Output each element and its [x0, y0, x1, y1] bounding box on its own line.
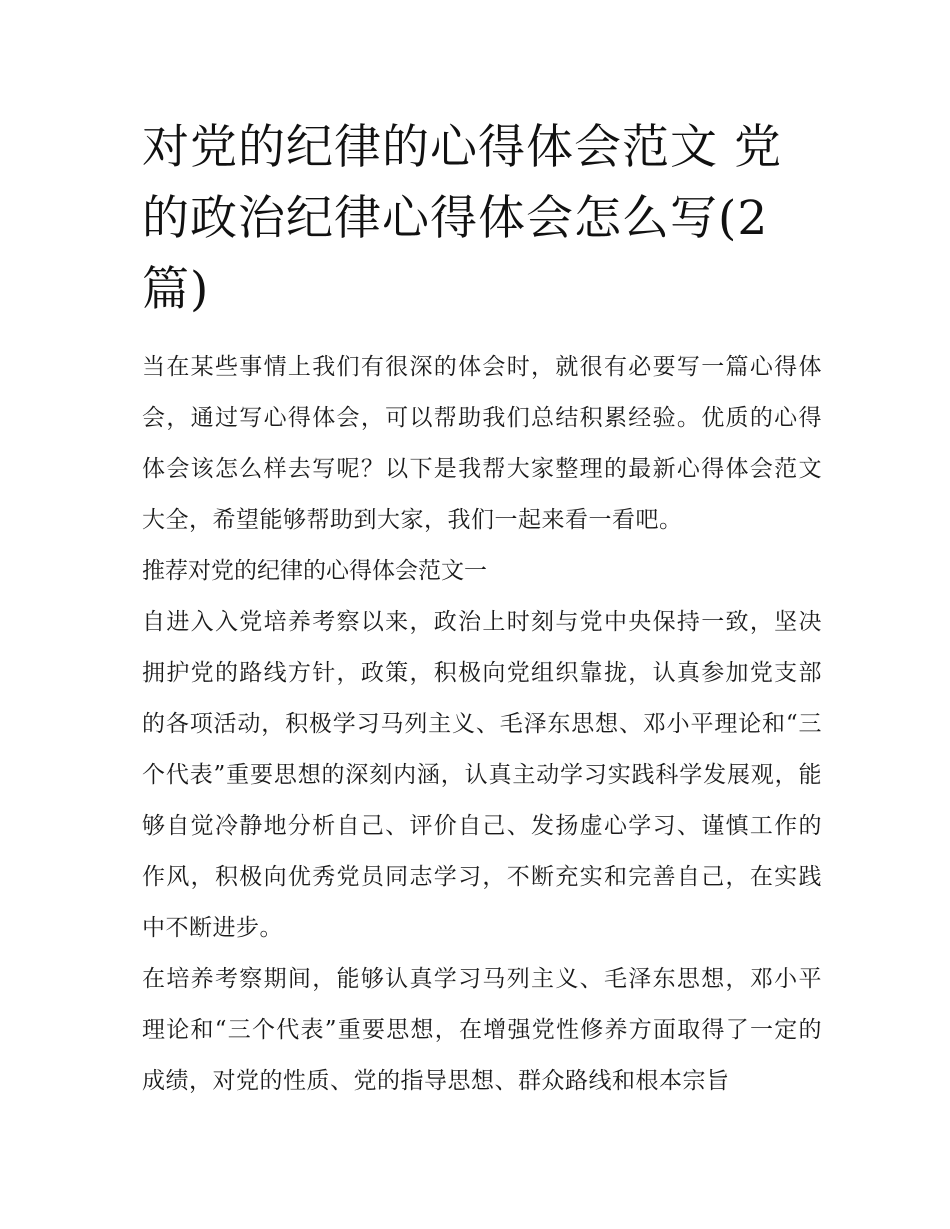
document-title: 对党的纪律的心得体会范文 党的政治纪律心得体会怎么写(2篇) [142, 120, 782, 317]
body-paragraph-1: 自进入入党培养考察以来，政治上时刻与党中央保持一致，坚决拥护党的路线方针，政策，积极向党组织靠拢，认真参加党支部的各项活动，积极学习马列主义、毛泽东思想、邓小平理论和“三个代表”重要思想的深刻内涵，认真主动学习实践科学发展观，能够自觉冷静地分析自己、评价自己、发扬虚心学习、谨慎工作的作风，积极向优秀党员同志学习，不断充实和完善自己，在实践中不断进步。 [142, 609, 822, 941]
intro-paragraph: 当在某些事情上我们有很深的体会时，就很有必要写一篇心得体会，通过写心得体会，可以帮助我们总结积累经验。优质的心得体会该怎么样去写呢？以下是我帮大家整理的最新心得体会范文大全，希望能够帮助到大家，我们一起来看一看吧。 [142, 354, 822, 533]
section-heading: 推荐对党的纪律的心得体会范文一 [142, 558, 487, 584]
document-body [142, 342, 822, 1107]
document-page [142, 112, 822, 1107]
body-paragraph-2: 在培养考察期间，能够认真学习马列主义、毛泽东思想，邓小平理论和“三个代表”重要思想，在增强党性修养方面取得了一定的成绩，对党的性质、党的指导思想、群众路线和根本宗旨 [142, 966, 822, 1094]
